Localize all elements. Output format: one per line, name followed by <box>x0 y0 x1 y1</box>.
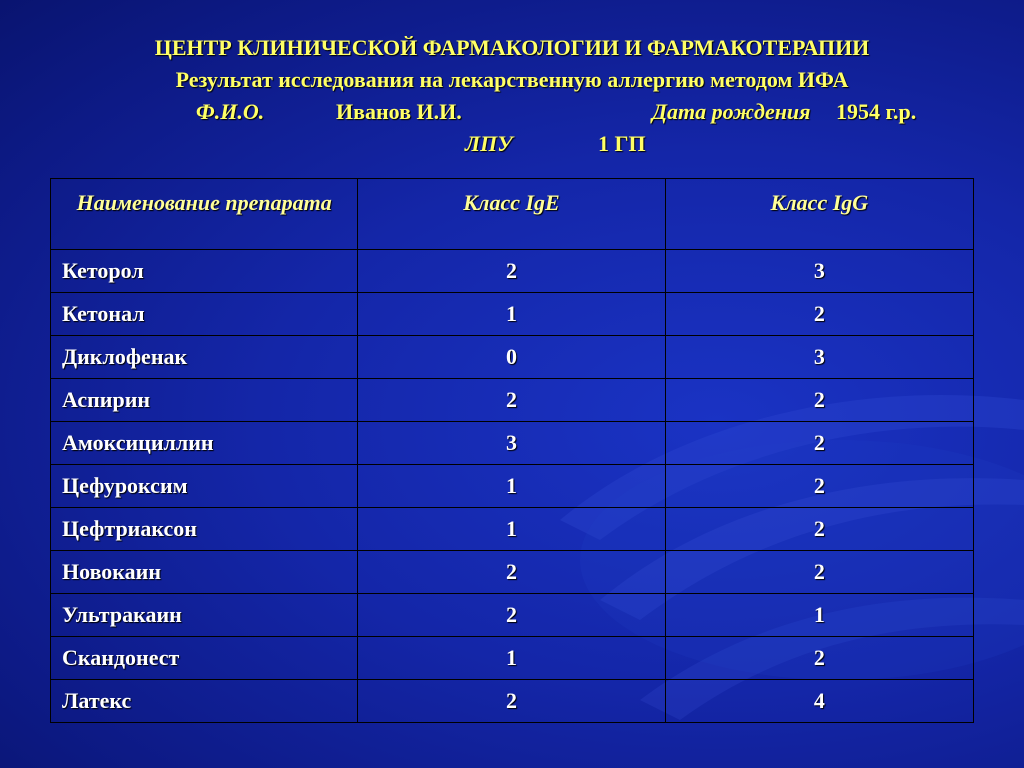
igg-class-cell: 1 <box>665 594 973 637</box>
table-row <box>51 551 974 594</box>
igg-class-cell: 4 <box>665 680 973 723</box>
drug-name-cell: Диклофенак <box>51 336 358 379</box>
ige-class-cell: 2 <box>358 551 665 594</box>
igg-class-cell: 2 <box>665 508 973 551</box>
table-row <box>51 250 974 293</box>
report-subtitle: Результат исследования на лекарственную аллергию методом ИФА <box>175 67 849 92</box>
igg-class-cell: 2 <box>665 637 973 680</box>
table-row <box>51 680 974 723</box>
table-row <box>51 637 974 680</box>
igg-class-cell: 3 <box>665 250 973 293</box>
column-header-drug-name: Наименование препарата <box>51 179 358 250</box>
fio-label: Ф.И.О. <box>196 99 265 124</box>
table-row <box>51 336 974 379</box>
igg-class-cell: 2 <box>665 379 973 422</box>
table-row <box>51 293 974 336</box>
allergy-results-table <box>50 178 974 723</box>
drug-name-cell: Кеторол <box>51 250 358 293</box>
ige-class-cell: 2 <box>358 680 665 723</box>
lpu-value: 1 ГП <box>598 131 646 156</box>
ige-class-cell: 2 <box>358 379 665 422</box>
table-row <box>51 508 974 551</box>
drug-name-cell: Скандонест <box>51 637 358 680</box>
ige-class-cell: 1 <box>358 508 665 551</box>
center-title: ЦЕНТР КЛИНИЧЕСКОЙ ФАРМАКОЛОГИИ И ФАРМАКОТЕРАПИИ <box>154 35 870 60</box>
fio-value: Иванов И.И. <box>336 99 462 124</box>
ige-class-cell: 1 <box>358 637 665 680</box>
igg-class-cell: 2 <box>665 465 973 508</box>
drug-name-cell: Амоксициллин <box>51 422 358 465</box>
igg-class-cell: 3 <box>665 336 973 379</box>
column-header-igg-class: Класс IgG <box>665 179 973 250</box>
lpu-label: ЛПУ <box>465 131 513 156</box>
table-row <box>51 465 974 508</box>
column-header-ige-class: Класс IgE <box>358 179 665 250</box>
drug-name-cell: Кетонал <box>51 293 358 336</box>
ige-class-cell: 1 <box>358 293 665 336</box>
drug-name-cell: Цефуроксим <box>51 465 358 508</box>
birth-date-label: Дата рождения <box>652 99 811 124</box>
ige-class-cell: 2 <box>358 594 665 637</box>
igg-class-cell: 2 <box>665 293 973 336</box>
igg-class-cell: 2 <box>665 422 973 465</box>
table-row <box>51 379 974 422</box>
table-row <box>51 422 974 465</box>
ige-class-cell: 2 <box>358 250 665 293</box>
drug-name-cell: Новокаин <box>51 551 358 594</box>
drug-name-cell: Цефтриаксон <box>51 508 358 551</box>
ige-class-cell: 1 <box>358 465 665 508</box>
ige-class-cell: 0 <box>358 336 665 379</box>
drug-name-cell: Латекс <box>51 680 358 723</box>
table-header-row <box>51 179 974 250</box>
igg-class-cell: 2 <box>665 551 973 594</box>
table-row <box>51 594 974 637</box>
drug-name-cell: Ультракаин <box>51 594 358 637</box>
birth-date-value: 1954 г.р. <box>836 99 917 124</box>
drug-name-cell: Аспирин <box>51 379 358 422</box>
ige-class-cell: 3 <box>358 422 665 465</box>
